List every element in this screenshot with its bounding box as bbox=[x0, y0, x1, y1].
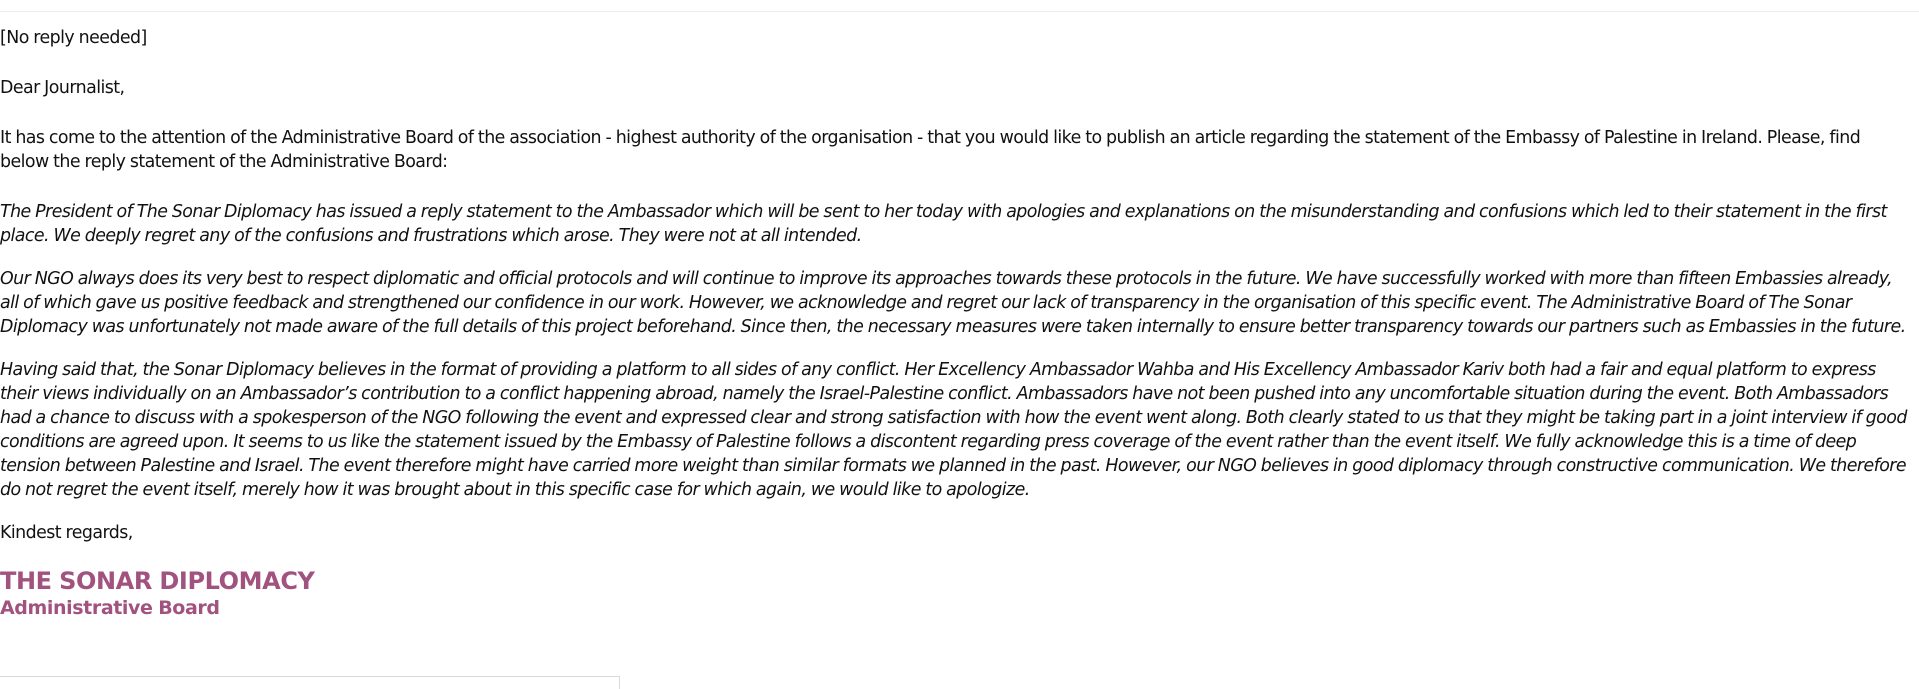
no-reply-note: [No reply needed] bbox=[0, 28, 147, 48]
statement-paragraph: Having said that, the Sonar Diplomacy believes in the format of providing a platform to all sides of any conflict. Her Excellency Ambassador Wahba and His Excellency Ambassador Kariv both had a fair and equal platform to express their views individually on an Ambassador’s contribution to a conflict happening abroad, namely the Israel-Palestine conflict. Ambassadors have not been pushed into any uncomfortable situation during the event. Both Ambassadors had a chance to discuss with a spokesperson of the NGO following the event and expressed clear and strong satisfaction with how the event went along. Both clearly stated to us that they might be taking part in a joint interview if good conditions are agreed upon. It seems to us like the statement issued by the Embassy of Palestine follows a discontent regarding press coverage of the event rather than the event itself. We fully acknowledge this is a time of deep tension between Palestine and Israel. The event therefore might have carried more weight than similar formats we planned in the past. However, our NGO believes in good diplomacy through constructive communication. We therefore do not regret the event itself, merely how it was brought about in this specific case for which again, we would like to apologize. bbox=[0, 360, 1907, 500]
greeting: Dear Journalist, bbox=[0, 78, 125, 98]
email-body bbox=[0, 26, 1912, 620]
signature-divider-edge bbox=[619, 676, 620, 689]
signature-block bbox=[0, 566, 1912, 620]
signature-department: Administrative Board bbox=[0, 597, 220, 619]
intro-paragraph: It has come to the attention of the Administrative Board of the association - highest authority of the organisation - that you would like to publish an article regarding the statement of the Embassy of Palestine in Ireland. Please, find below the reply statement of the Administrative Board: bbox=[0, 128, 1861, 172]
statement-paragraph: Our NGO always does its very best to respect diplomatic and official protocols and will continue to improve its approaches towards these protocols in the future. We have successfully worked with more than fifteen Embassies already, all of which gave us positive feedback and strengthened our confidence in our work. However, we acknowledge and regret our lack of transparency in the organisation of this specific event. The Administrative Board of The Sonar Diplomacy was unfortunately not made aware of the full details of this project beforehand. Since then, the necessary measures were taken internally to ensure better transparency towards our partners such as Embassies in the future. bbox=[0, 269, 1906, 337]
signature-organization: THE SONAR DIPLOMACY bbox=[0, 567, 315, 595]
top-divider bbox=[0, 11, 1919, 12]
statement-paragraph: The President of The Sonar Diplomacy has issued a reply statement to the Ambassador which will be sent to her today with apologies and explanations on the misunderstanding and confusions which led to their statement in the first place. We deeply regret any of the confusions and frustrations which arose. They were not at all intended. bbox=[0, 202, 1887, 246]
signature-divider bbox=[0, 676, 620, 677]
closing-line: Kindest regards, bbox=[0, 523, 133, 543]
